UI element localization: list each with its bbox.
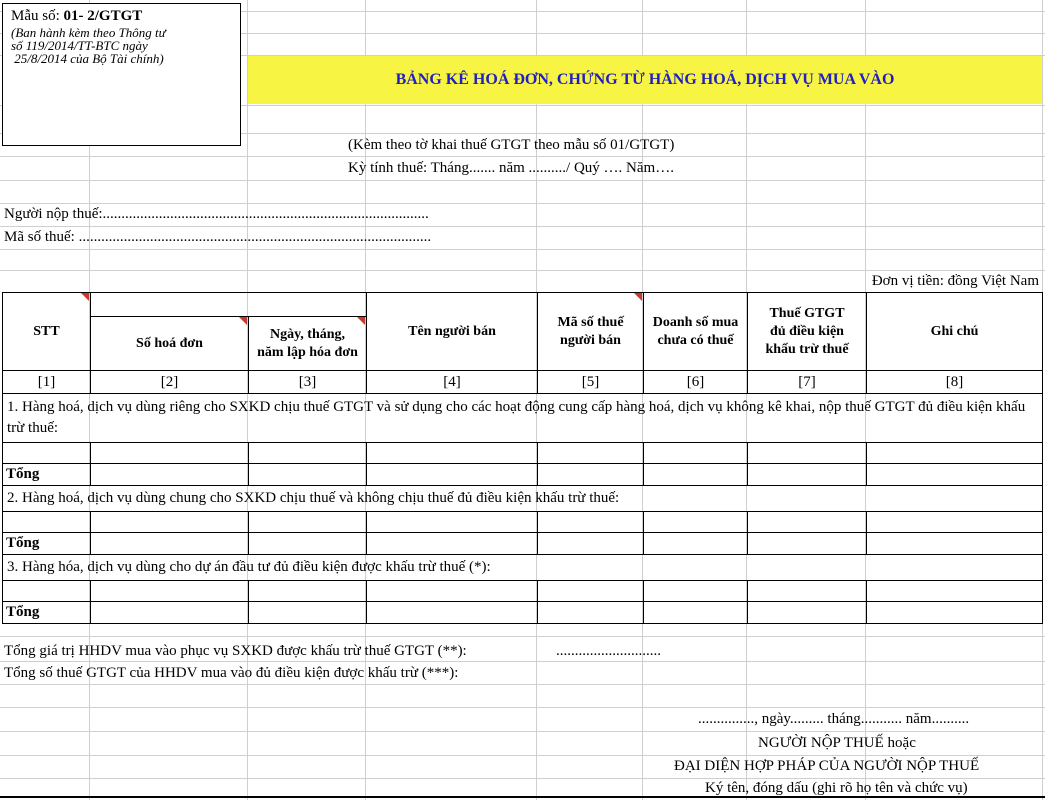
table-cell[interactable] [91,443,249,464]
comment-marker-icon[interactable] [634,293,642,301]
col-number: [6] [644,371,748,394]
total-row-2 [3,533,1043,555]
data-row[interactable] [3,581,1043,602]
summary-total-vat-label: Tổng số thuế GTGT của HHDV mua vào đủ điều kiện được khấu trừ (***): [4,665,459,681]
total-row-1 [3,464,1043,486]
signature-instruction: Ký tên, đóng dấu (ghi rõ họ tên và chức vụ) [705,780,968,796]
table-cell[interactable] [538,443,644,464]
header-revenue [644,293,748,371]
table-cell[interactable] [538,533,644,555]
table-cell[interactable] [91,464,249,486]
table-cell[interactable] [249,602,367,624]
invoice-table [2,292,1043,624]
section-2-title: 2. Hàng hoá, dịch vụ dùng chung cho SXKD chịu thuế và không chịu thuế đủ điều kiện khấu trừ thuế: [3,486,1043,512]
table-cell[interactable] [367,512,538,533]
form-note-line2: số 119/2014/TT-BTC ngày [11,38,148,53]
tax-code-line: Mã số thuế: .............................................................................................. [4,229,432,245]
section-1-row [3,394,1043,443]
table-cell[interactable] [367,443,538,464]
header-seller-tax-code [538,293,644,371]
subtitle-tax-period: Kỳ tính thuế: Tháng....... năm ........../ Quý …. Năm…. [348,160,674,176]
table-cell[interactable] [748,602,867,624]
table-cell[interactable] [867,464,1043,486]
total-label: Tổng [3,464,91,486]
section-1-title: 1. Hàng hoá, dịch vụ dùng riêng cho SXKD chịu thuế GTGT và sử dụng cho các hoạt động cung cấp hàng hoá, dịch vụ không kê khai, nộp thuế GTGT đủ điều kiện khấu trừ thuế: [3,394,1043,443]
table-cell[interactable] [3,512,91,533]
table-cell[interactable] [367,581,538,602]
form-note-line3: 25/8/2014 của Bộ Tài chính) [11,51,164,66]
header-invoice-no: Số hoá đơn [91,317,249,371]
header-row-top [3,293,1043,317]
table-cell[interactable] [644,443,748,464]
table-cell[interactable] [249,581,367,602]
table-cell[interactable] [538,464,644,486]
form-code-prefix: Mẫu số: [11,8,64,24]
header-seller-tax-line1: Mã số thuế [557,314,624,330]
table-cell[interactable] [367,464,538,486]
col-number: [5] [538,371,644,394]
table-cell[interactable] [538,602,644,624]
table-cell[interactable] [249,443,367,464]
header-vat-line3: khấu trừ thuế [765,341,849,357]
header-date-line1: Ngày, tháng, [269,326,346,342]
taxpayer-line: Người nộp thuế:....................................................................................... [4,206,429,222]
form-note-line1: (Ban hành kèm theo Thông tư [11,25,166,40]
table-cell[interactable] [644,464,748,486]
header-revenue-line1: Doanh số mua [652,314,739,330]
data-row[interactable] [3,443,1043,464]
header-seller-name: Tên người bán [367,293,538,371]
table-cell[interactable] [644,512,748,533]
comment-marker-icon[interactable] [239,317,247,325]
col-number: [3] [249,371,367,394]
col-number: [2] [91,371,249,394]
table-cell[interactable] [748,533,867,555]
header-invoice-group [91,293,367,317]
header-invoice-date [249,317,367,371]
header-date-line2: năm lập hóa đơn [257,344,358,360]
section-2-row [3,486,1043,512]
table-cell[interactable] [748,443,867,464]
total-label: Tổng [3,602,91,624]
form-code-box [2,3,241,146]
table-cell[interactable] [249,533,367,555]
table-cell[interactable] [249,464,367,486]
header-stt: STT [3,293,91,371]
subtitle-attachment: (Kèm theo tờ khai thuế GTGT theo mẫu số 01/GTGT) [348,137,675,153]
table-cell[interactable] [748,512,867,533]
table-cell[interactable] [3,443,91,464]
column-number-row [3,371,1043,394]
table-cell[interactable] [91,533,249,555]
col-number: [7] [748,371,867,394]
header-vat [748,293,867,371]
table-cell[interactable] [249,512,367,533]
table-cell[interactable] [867,533,1043,555]
table-cell[interactable] [3,581,91,602]
total-label: Tổng [3,533,91,555]
table-cell[interactable] [748,464,867,486]
form-code [11,9,232,23]
table-cell[interactable] [644,581,748,602]
signature-title-line1: NGƯỜI NỘP THUẾ hoặc [758,735,916,751]
document-title: BẢNG KÊ HOÁ ĐƠN, CHỨNG TỪ HÀNG HOÁ, DỊCH VỤ MUA VÀO [395,71,895,88]
table-cell[interactable] [748,581,867,602]
table-cell[interactable] [867,443,1043,464]
col-number: [8] [867,371,1043,394]
summary-total-value-field[interactable]: ............................ [556,643,661,659]
currency-unit: Đơn vị tiền: đồng Việt Nam [871,273,1039,289]
section-3-title: 3. Hàng hóa, dịch vụ dùng cho dự án đầu tư đủ điều kiện được khấu trừ thuế (*): [3,555,1043,581]
summary-total-value-label: Tổng giá trị HHDV mua vào phục vụ SXKD được khấu trừ thuế GTGT (**): [4,643,467,659]
table-cell[interactable] [644,533,748,555]
table-cell[interactable] [867,581,1043,602]
comment-marker-icon[interactable] [357,317,365,325]
table-cell[interactable] [867,512,1043,533]
table-cell[interactable] [91,512,249,533]
table-cell[interactable] [644,602,748,624]
header-vat-line2: đủ điều kiện [770,323,844,339]
header-revenue-line2: chưa có thuế [657,332,734,348]
table-cell[interactable] [538,581,644,602]
table-cell[interactable] [91,581,249,602]
total-row-3 [3,602,1043,624]
header-notes: Ghi chú [867,293,1043,371]
table-cell[interactable] [367,533,538,555]
data-row[interactable] [3,512,1043,533]
table-cell[interactable] [538,512,644,533]
col-number: [1] [3,371,91,394]
header-vat-line1: Thuế GTGT [769,305,845,321]
table-cell[interactable] [867,602,1043,624]
form-code-value: 01- 2/GTGT [63,8,143,24]
table-cell[interactable] [91,602,249,624]
signature-date-line: ..............., ngày......... tháng........... năm.......... [698,711,970,727]
section-3-row [3,555,1043,581]
signature-title-line2: ĐẠI DIỆN HỢP PHÁP CỦA NGƯỜI NỘP THUẾ [674,758,980,774]
table-cell[interactable] [367,602,538,624]
col-number: [4] [367,371,538,394]
header-seller-tax-line2: người bán [560,332,621,348]
comment-marker-icon[interactable] [81,293,89,301]
